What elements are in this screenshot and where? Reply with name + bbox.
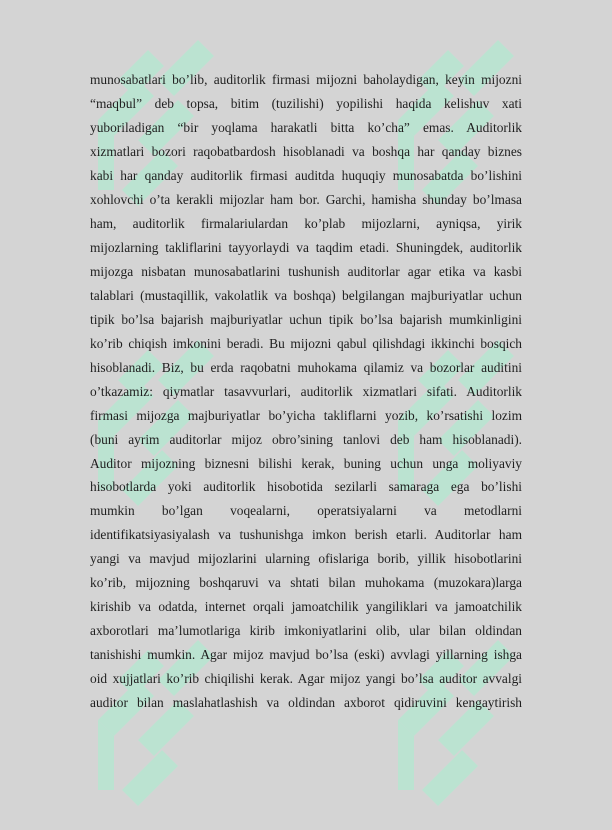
text-line: identifikatsiyasiyalash va tushunishga imkon berish etarli. Auditorlar ham: [90, 527, 522, 543]
text-line: hisobotlarda yoki auditorlik hisobotida sezilarli samaraga ega bo’lishi: [90, 479, 522, 495]
text-line: firmasi mijozga majburiyatlar bo’yicha takliflarni yozib, ko’rsatishi lozim: [90, 407, 522, 423]
text-line: o’tkazamiz: qiymatlar tasavvurlari, auditorlik xizmatlari sifati. Auditorlik: [90, 383, 522, 399]
text-line: Auditor mijozning biznesni bilishi kerak, buning uchun unga moliyaviy: [90, 455, 522, 471]
text-line: kabi har qanday auditorlik firmasi auditda huquqiy munosabatda bo’lishini: [90, 167, 522, 183]
text-line: axborotlari ma’lumotlariga kirib imkoniyatlarini olib, ular bilan oldindan: [90, 623, 522, 639]
text-line: xohlovchi o’ta kerakli mijozlar ham bor. Garchi, hamisha shunday bo’lmasa: [90, 191, 522, 207]
text-line: yuboriladigan “bir yoqlama harakatli bitta ko’cha” emas. Auditorlik: [90, 119, 522, 135]
text-line: tanishishi mumkin. Agar mijoz mavjud bo’lsa (eski) avvlagi yillarning ishga: [90, 647, 522, 663]
text-line: auditor bilan maslahatlashish va oldindan axborot qidiruvini kengaytirish: [90, 695, 522, 711]
text-line: hisoblanadi. Biz, bu erda raqobatni muhokama qilamiz va bozorlar auditini: [90, 359, 522, 375]
text-line: (buni ayrim auditorlar mijoz obro’sining tanlovi deb ham hisoblanadi).: [90, 431, 522, 447]
text-line: munosabatlari bo’lib, auditorlik firmasi mijozni baholaydigan, keyin mijozni: [90, 72, 522, 87]
text-line: ham, auditorlik firmalariulardan ko’plab mijozlarni, ayniqsa, yirik: [90, 215, 522, 231]
text-line: mijozlarning takliflarini tayyorlaydi va taqdim etadi. Shuningdek, auditorlik: [90, 239, 522, 255]
text-line: tipik bo’lsa bajarish majburiyatlar uchun tipik bo’lsa bajarish mumkinligini: [90, 311, 522, 327]
text-line: mijozga nisbatan munosabatlarini tushunish auditorlar agar etika va kasbi: [90, 263, 522, 279]
text-line: mumkin bo’lgan voqealarni, operatsiyalarni va metodlarni: [90, 503, 522, 519]
text-line: yangi va mavjud mijozlarini ularning ofislariga borib, yillik hisobotlarini: [90, 551, 522, 567]
body-paragraph: [90, 68, 522, 715]
text-line: kirishib va odatda, internet orqali jamoatchilik yangiliklari va jamoatchilik: [90, 599, 522, 615]
text-line: talablari (mustaqillik, vakolatlik va boshqa) belgilangan majburiyatlar uchun: [90, 287, 522, 303]
text-line: xizmatlari bozori raqobatbardosh hisoblanadi va boshqa har qanday biznes: [90, 143, 522, 159]
text-line: ko’rib, mijozning boshqaruvi va shtati bilan muhokama (muzokara)larga: [90, 575, 522, 591]
text-line: oid xujjatlari ko’rib chiqilishi kerak. Agar mijoz yangi bo’lsa auditor avvalgi: [90, 671, 522, 687]
text-line: ko’rib chiqish imkonini beradi. Bu mijozni qabul qilishdagi ikkinchi bosqich: [90, 335, 522, 351]
text-line: “maqbul” deb topsa, bitim (tuzilishi) yopilishi haqida kelishuv xati: [90, 95, 522, 111]
